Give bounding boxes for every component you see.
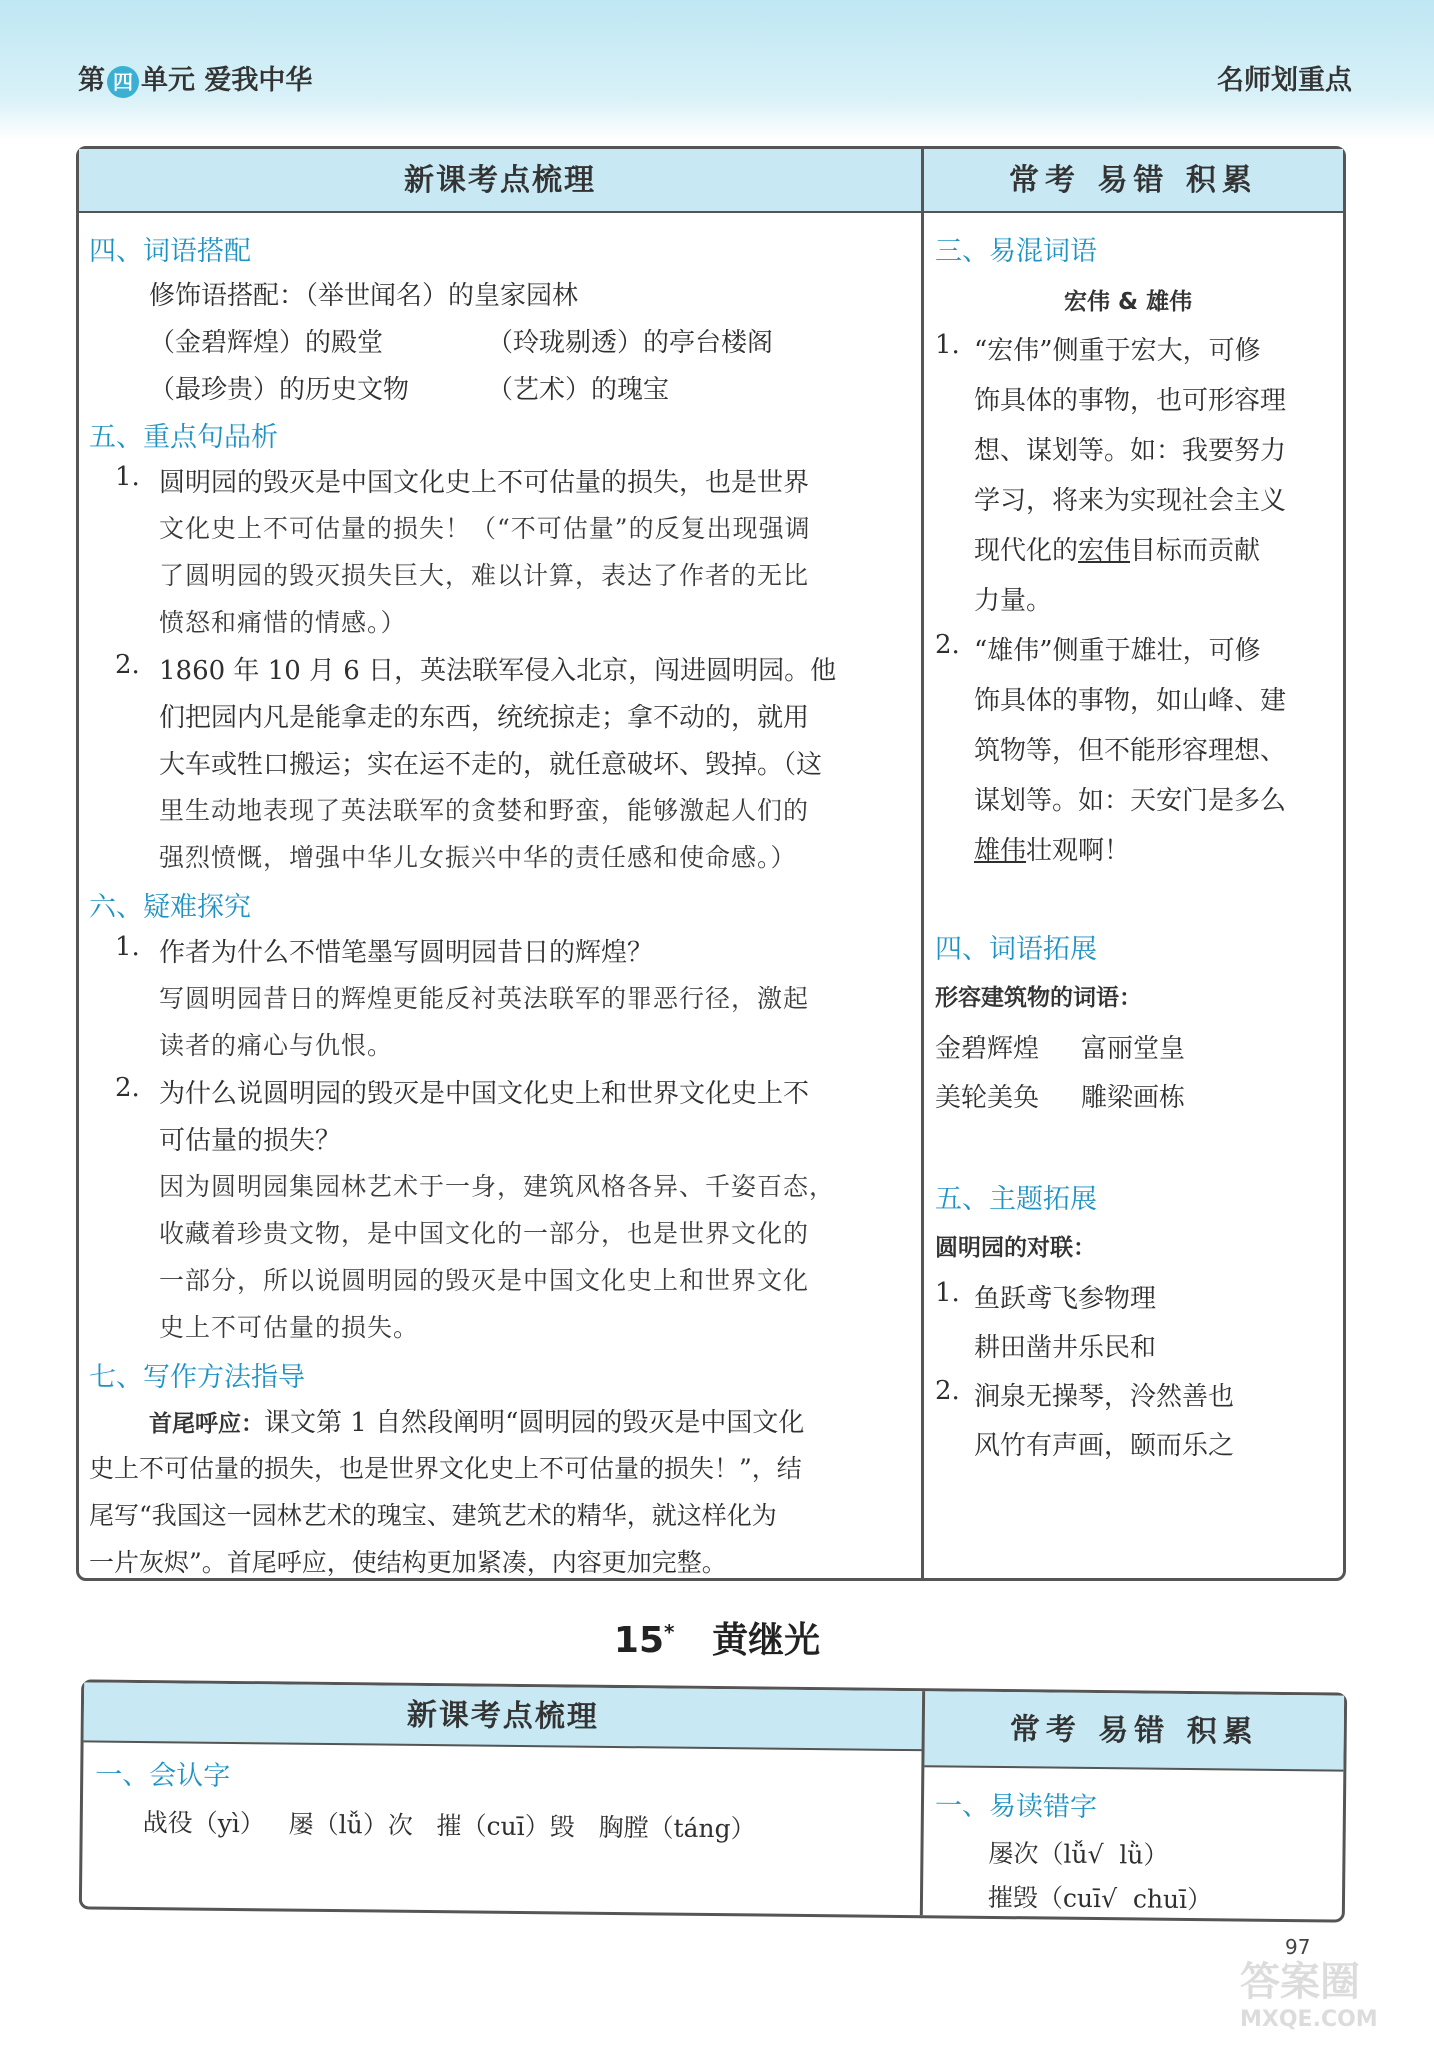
s7-line-2: 史上不可估量的损失，也是世界文化史上不可估量的损失！”，结 (89, 1454, 802, 1483)
s5-item1-line4: 愤怒和痛惜的情感。） (159, 608, 407, 637)
r3-item1-line4: 学习，将来为实现社会主义 (974, 486, 1287, 516)
s6-item2-answer1: 因为圆明园集园林艺术于一身，建筑风格各异、千姿百态， (159, 1172, 836, 1201)
notes-box-2 (79, 1679, 1347, 1922)
left-column-header: 新课考点梳理 (79, 149, 921, 213)
r3-item1-line3: 想、谋划等。如：我要努力 (974, 436, 1287, 466)
r3-subtitle: 宏伟 & 雄伟 (1064, 289, 1193, 315)
r5-item2-line2: 风竹有声画，颐而乐之 (974, 1431, 1235, 1461)
box2-literacy-line: 战役（yì） 屡（lǚ）次 摧（cuī）毁 胸膛（táng） (142, 1808, 756, 1844)
section-5-title: 五、重点句品析 (89, 422, 278, 453)
section-6-title: 六、疑难探究 (89, 892, 251, 923)
r3-item2-line3: 筑物等，但不能形容理想、 (974, 736, 1287, 766)
box2-left-header: 新课考点梳理 (84, 1682, 923, 1751)
s6-item2-answer3: 一部分，所以说圆明园的毁灭是中国文化史上和世界文化 (159, 1266, 810, 1295)
r5-item1-line2: 耕田凿井乐民和 (974, 1333, 1157, 1363)
s5-item2-line1: 1860 年 10 月 6 日，英法联军侵入北京，闯进圆明园。他 (159, 656, 837, 686)
s7-line-1-text: 课文第 1 自然段阐明“圆明园的毁灭是中国文化 (264, 1408, 805, 1438)
lesson-name: 黄继光 (712, 1620, 821, 1661)
r4-subtitle: 形容建筑物的词语： (935, 985, 1142, 1011)
r3-item1-number: 1. (935, 330, 960, 360)
page-number: 97 (1285, 1935, 1311, 1959)
r3-l5-underlined: 宏伟 (1078, 536, 1131, 566)
s7-line-3: 尾写“我国这一园林艺术的瑰宝、建筑艺术的精华，就这样化为 (89, 1501, 777, 1530)
brand-label: 名师划重点 (1217, 65, 1352, 96)
s4-line-1: 修饰语搭配：（举世闻名）的皇家园林 (149, 281, 579, 311)
s7-line-4: 一片灰烬”。首尾呼应，使结构更加紧凑，内容更加完整。 (89, 1548, 727, 1577)
unit-label (78, 58, 312, 98)
s6-item2-number: 2. (115, 1073, 140, 1103)
right-column-header: 常考 易错 积累 (924, 149, 1343, 213)
r4-word-1: 金碧辉煌 (935, 1034, 1040, 1064)
s6-item2-question1: 为什么说圆明园的毁灭是中国文化史上和世界文化史上不 (159, 1079, 810, 1109)
r-section-3-title: 三、易混词语 (935, 236, 1097, 267)
watermark-logo (1240, 1950, 1420, 2040)
section-7-title: 七、写作方法指导 (89, 1362, 305, 1393)
r-section-4-title: 四、词语拓展 (935, 934, 1097, 965)
notes-box-1 (76, 146, 1346, 1581)
s4-line-3b: （艺术）的瑰宝 (487, 375, 670, 405)
r3-l5-pre: 现代化的 (974, 536, 1079, 566)
s6-item1-question: 作者为什么不惜笔墨写圆明园昔日的辉煌？ (159, 938, 654, 968)
s5-item1-line3: 了圆明园的毁灭损失巨大，难以计算，表达了作者的无比 (159, 561, 810, 590)
r-section-5-title: 五、主题拓展 (935, 1184, 1097, 1215)
lesson-star: * (664, 1620, 675, 1644)
r3-item2-number: 2. (935, 630, 960, 660)
r5-item1-number: 1. (935, 1278, 960, 1308)
unit-number-badge: 四 (107, 66, 139, 98)
s5-item2-line4: 里生动地表现了英法联军的贪婪和野蛮，能够激起人们的 (159, 796, 810, 825)
section-4-title: 四、词语搭配 (89, 236, 251, 267)
s5-item1-line1: 圆明园的毁灭是中国文化史上不可估量的损失，也是世界 (159, 468, 810, 498)
s6-item1-answer2: 读者的痛心与仇恨。 (159, 1031, 394, 1060)
r3-2-l5-underlined: 雄伟 (974, 836, 1027, 866)
r3-item2-line1: “雄伟”侧重于雄壮，可修 (974, 636, 1261, 666)
r3-item1-line2: 饰具体的事物，也可形容理 (974, 386, 1287, 416)
r3-2-l5-post: 壮观啊！ (1026, 836, 1131, 866)
s4-line-2a: （金碧辉煌）的殿堂 (149, 328, 384, 358)
r5-item2-line1: 涧泉无操琴，泠然善也 (974, 1382, 1235, 1412)
r5-subtitle: 圆明园的对联： (935, 1235, 1096, 1261)
s5-item2-line5: 强烈愤慨，增强中华儿女振兴中华的责任感和使命感。） (159, 843, 797, 872)
s6-item2-answer2: 收藏着珍贵文物，是中国文化的一部分，也是世界文化的 (159, 1219, 810, 1248)
box2-right-line-2: 摧毁（cuī√ chuī） (987, 1882, 1213, 1915)
s5-item2-number: 2. (115, 650, 140, 680)
watermark-subtext: MXQE.COM (1240, 2007, 1378, 2032)
s5-item2-line2: 们把园内凡是能拿走的东西，统统掠走；拿不动的，就用 (159, 703, 810, 733)
s6-item1-answer1: 写圆明园昔日的辉煌更能反衬英法联军的罪恶行径，激起 (159, 984, 810, 1013)
s6-item2-question2: 可估量的损失？ (159, 1126, 342, 1156)
s5-item1-number: 1. (115, 462, 140, 492)
s5-item2-line3: 大车或牲口搬运；实在运不走的，就任意破坏、毁掉。（这 (159, 750, 823, 780)
s5-item1-line2: 文化史上不可估量的损失！（“不可估量”的反复出现强调 (159, 514, 811, 543)
box2-right-line-1: 屡次（lǚ√ lǜ） (988, 1838, 1169, 1870)
box2-section-1-title: 一、会认字 (95, 1759, 231, 1792)
r3-item2-line5 (974, 830, 1130, 867)
r3-item2-line2: 饰具体的事物，如山峰、建 (974, 686, 1287, 716)
r3-l5-post: 目标而贡献 (1130, 536, 1261, 566)
s6-item1-number: 1. (115, 932, 140, 962)
s4-line-2b: （玲珑剔透）的亭台楼阁 (487, 328, 774, 358)
s6-item2-answer4: 史上不可估量的损失。 (159, 1313, 420, 1342)
s7-bold-label: 首尾呼应： (149, 1411, 264, 1437)
r5-item2-number: 2. (935, 1376, 960, 1406)
r5-item1-line1: 鱼跃鸢飞参物理 (974, 1284, 1157, 1314)
s7-line-1 (149, 1402, 804, 1439)
column-divider (921, 149, 924, 1578)
box2-right-section-1-title: 一、易读错字 (934, 1790, 1098, 1824)
watermark-text: 答案圈 (1240, 1959, 1360, 2005)
unit-suffix: 单元 爱我中华 (141, 65, 313, 96)
r3-item2-line4: 谋划等。如：天安门是多么 (974, 786, 1287, 816)
s4-line-3a: （最珍贵）的历史文物 (149, 375, 410, 405)
lesson-number: 15 (613, 1620, 664, 1661)
lesson-title (0, 1612, 1434, 1663)
r4-word-4: 雕梁画栋 (1081, 1083, 1186, 1113)
r4-word-2: 富丽堂皇 (1081, 1034, 1186, 1064)
unit-prefix: 第 (78, 65, 105, 96)
r4-word-3: 美轮美奂 (935, 1083, 1040, 1113)
r3-item1-line1: “宏伟”侧重于宏大，可修 (974, 336, 1261, 366)
box2-right-header: 常考 易错 积累 (924, 1691, 1344, 1771)
r3-item1-line5 (974, 530, 1260, 567)
r3-item1-line6: 力量。 (974, 586, 1053, 616)
